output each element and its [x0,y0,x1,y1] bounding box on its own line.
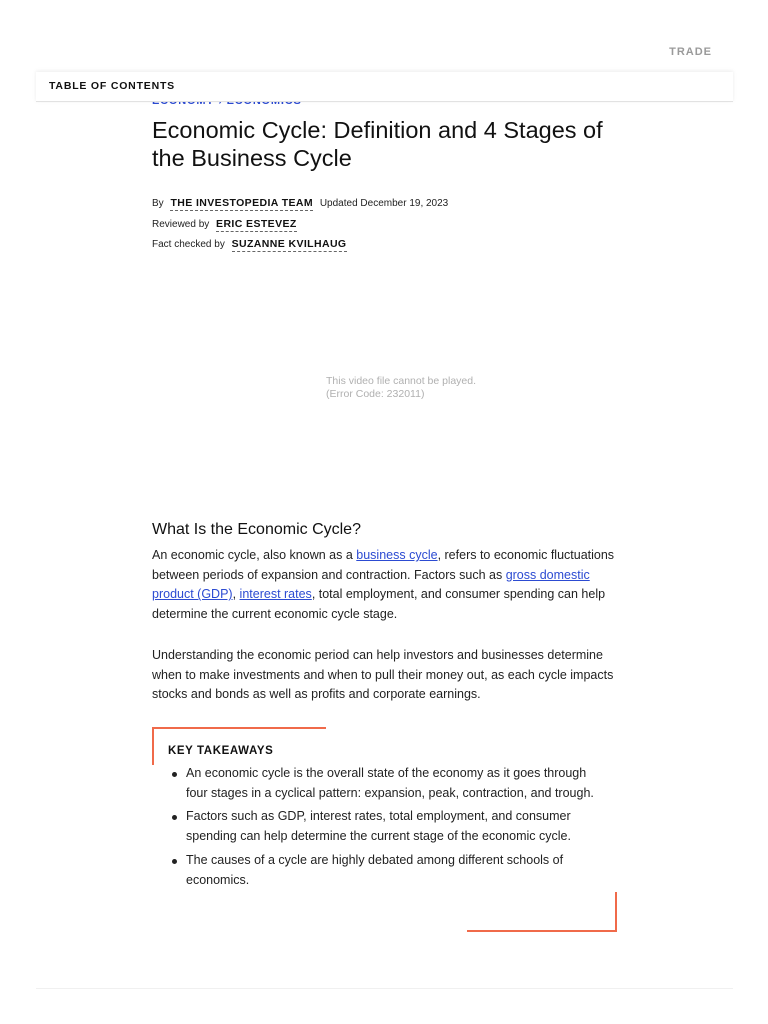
key-takeaways-box [152,727,617,932]
accent-border-left [152,727,154,765]
takeaway-text: Factors such as GDP, interest rates, total employment, and consumer spending can help determine the current stage of the economic cycle. [186,809,571,844]
accent-border-right [615,892,617,932]
page-title: Economic Cycle: Definition and 4 Stages of the Business Cycle [152,117,603,171]
list-item [170,764,600,803]
fact-prefix: Fact checked by [152,239,225,250]
takeaways-list [170,764,600,894]
paragraph-text: , total employment, and consumer spending can help determine the current economic cycle stage. [152,587,606,622]
takeaway-text: An economic cycle is the overall state of the economy as it goes through four stages in a cyclical pattern: expansion, peak, contraction, and trough. [186,766,594,800]
second-paragraph: Understanding the economic period can help investors and businesses determine when to make investments and when to pull their money out, as each cycle impacts stocks and bonds as well as profits and corporate earnings. [152,648,614,702]
byline-reviewer [152,218,301,230]
fact-checker-link[interactable]: SUZANNE KVILHAUG [231,238,347,250]
interest-rates-link[interactable]: interest rates [239,587,312,602]
author-link[interactable]: THE INVESTOPEDIA TEAM [170,197,314,209]
bullet-icon [172,815,177,820]
accent-border-bottom [467,930,617,932]
business-cycle-link[interactable]: business cycle [356,548,438,562]
paragraph-text: An economic cycle, also known as a [152,548,357,562]
list-item [170,851,600,890]
paragraph-text: , [232,587,240,602]
reviewer-link[interactable]: ERIC ESTEVEZ [216,218,297,230]
bullet-icon [172,859,177,864]
divider [36,988,733,989]
byline-fact-checker [152,238,351,250]
key-takeaways-label: KEY TAKEAWAYS [168,745,274,757]
toc-label[interactable]: TABLE OF CONTENTS [49,80,175,92]
video-player[interactable] [152,262,612,512]
gdp-link[interactable]: gross domestic product (GDP) [152,567,590,602]
bullet-icon [172,772,177,777]
table-of-contents-bar[interactable] [36,72,733,102]
by-prefix: By [152,198,164,209]
list-item [170,807,600,846]
byline-author [152,197,448,209]
trade-link[interactable]: TRADE [669,46,712,58]
accent-border-top [152,727,326,729]
top-bar [0,0,768,72]
paragraph-text: , refers to economic fluctuations between periods of expansion and contraction. Factors such as [152,548,615,582]
updated-date: Updated December 19, 2023 [319,198,449,209]
intro-paragraph [152,546,622,625]
reviewed-prefix: Reviewed by [152,219,210,230]
video-error-message: This video file cannot be played. (Error Code: 232011) [326,375,477,400]
section-heading: What Is the Economic Cycle? [152,521,361,538]
takeaway-text: The causes of a cycle are highly debated among different schools of economics. [186,852,564,887]
